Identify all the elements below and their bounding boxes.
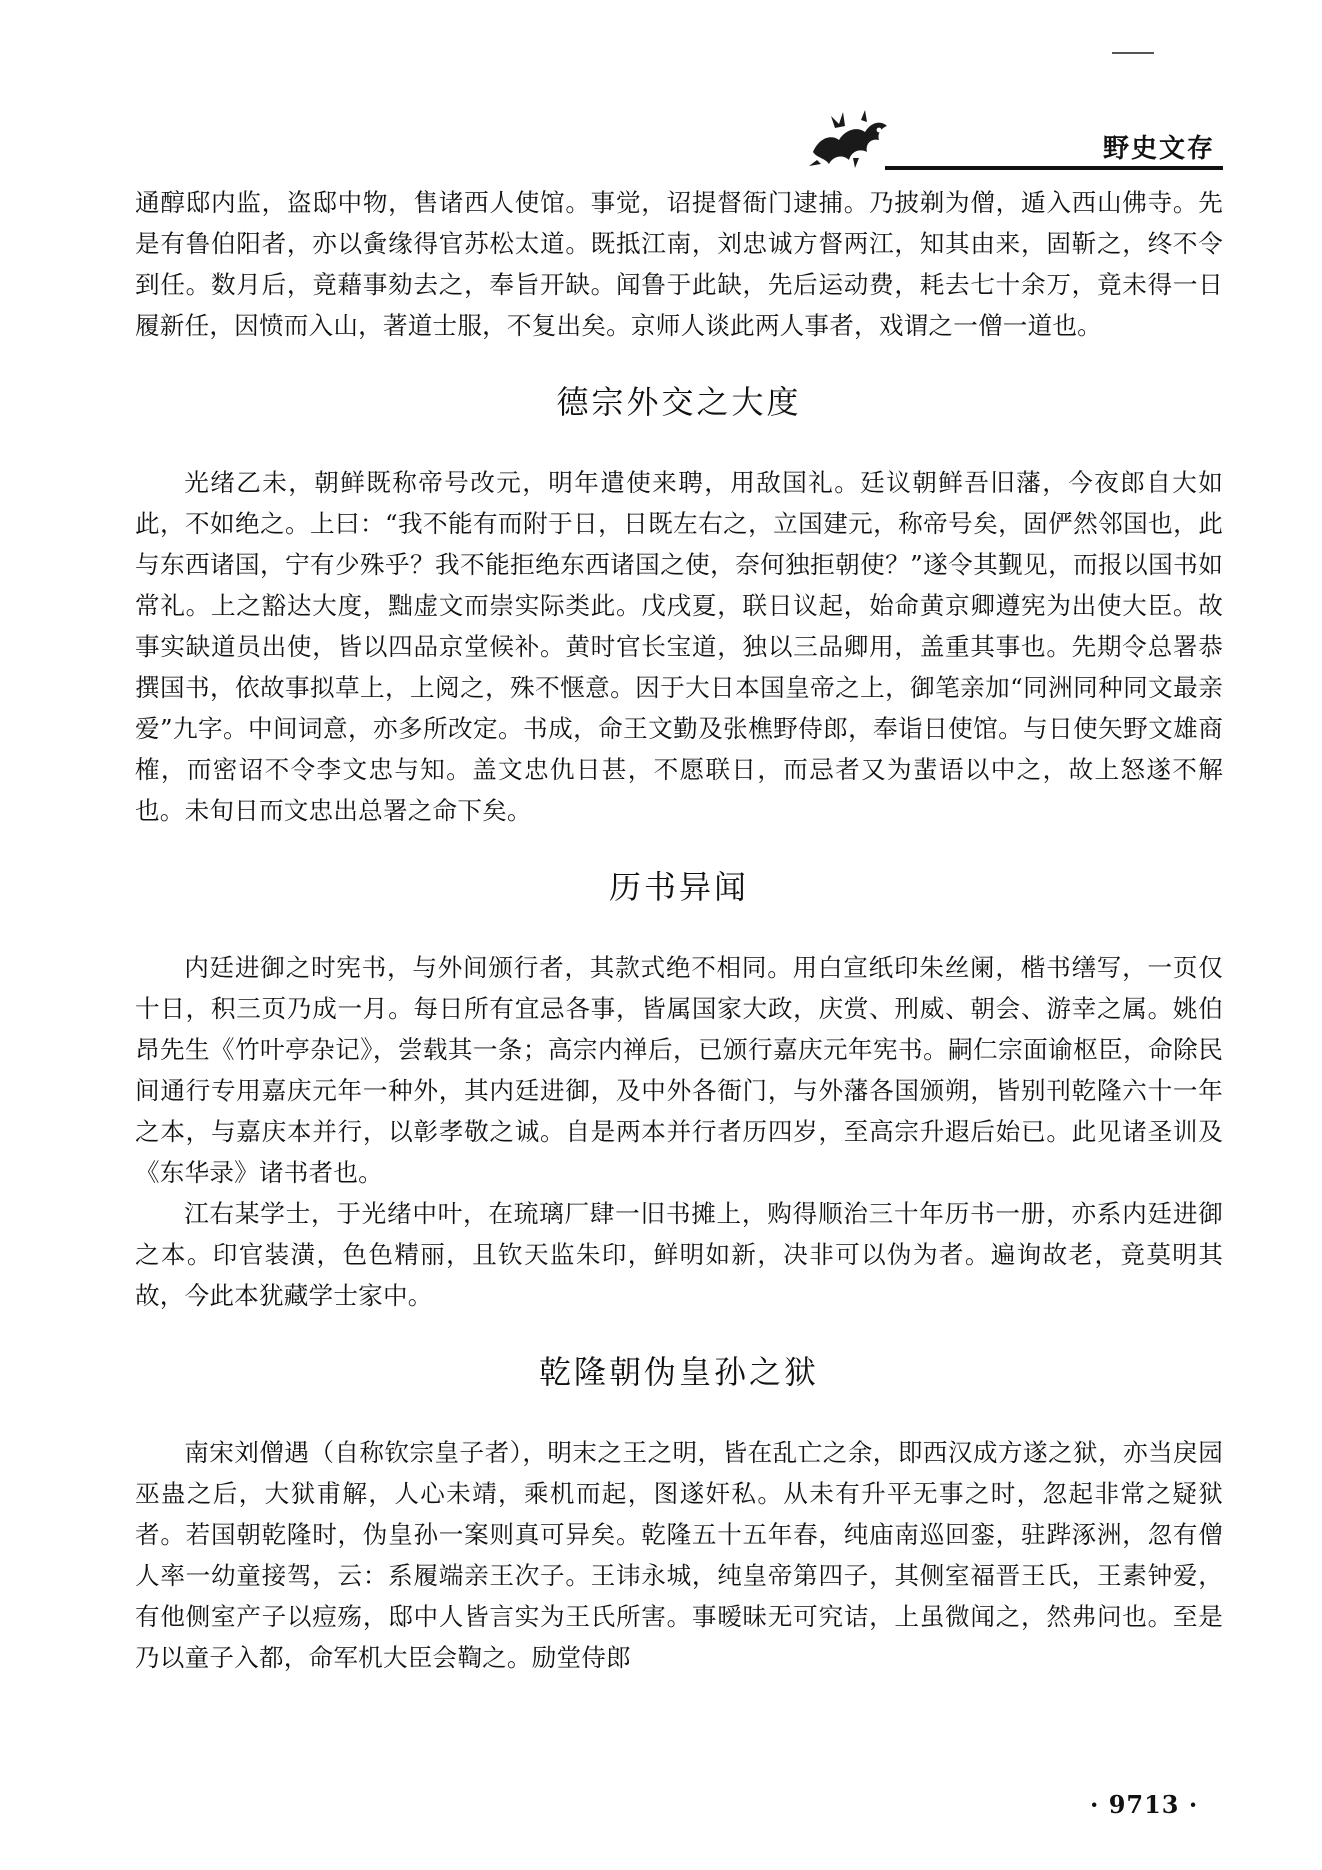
paragraph: 光绪乙未，朝鲜既称帝号改元，明年遣使来聘，用敌国礼。廷议朝鲜吾旧藩，今夜郎自大如此，不如绝之。上曰：“我不能有而附于日，日既左右之，立国建元，称帝号矣，固俨然邻国也，此与东西诸国，宁有少殊乎？我不能拒绝东西诸国之使，奈何独拒朝使？”遂令其觐见，而报以国书如常礼。上之豁达大度，黜虚文而崇实际类此。戊戌夏，联日议起，始命黄京卿遵宪为出使大臣。故事实缺道员出使，皆以四品京堂候补。黄时官长宝道，独以三品卿用，盖重其事也。先期令总署恭撰国书，依故事拟草上，上阅之，殊不惬意。因于大日本国皇帝之上，御笔亲加“同洲同种同文最亲爱”九字。中间词意，亦多所改定。书成，命王文勤及张樵野侍郎，奉诣日使馆。与日使矢野文雄商榷，而密诏不令李文忠与知。盖文忠仇日甚，不愿联日，而忌者又为蜚语以中之，故上怒遂不解也。未旬日而文忠出总署之命下矣。 [135,468,1223,825]
paragraph: 内廷进御之时宪书，与外间颁行者，其款式绝不相同。用白宣纸印朱丝阑，楷书缮写，一页仅十日，积三页乃成一月。每日所有宜忌各事，皆属国家大政，庆赏、刑威、朝会、游幸之属。姚伯昂先生《竹叶亭杂记》，尝载其一条；高宗内禅后，已颁行嘉庆元年宪书。嗣仁宗面谕枢臣，命除民间通行专用嘉庆元年一种外，其内廷进御，及中外各衙门，与外藩各国颁朔，皆别刊乾隆六十一年之本，与嘉庆本并行，以彰孝敬之诚。自是两本并行者历四岁，至高宗升遐后始已。此见诸圣训及《东华录》诸书者也。 [135,953,1223,1187]
article-heading: 历书异闻 [608,868,749,906]
paragraph: 南宋刘僧遇（自称钦宗皇子者），明末之王之明，皆在乱亡之余，即西汉成方遂之狱，亦当戾园巫蛊之后，大狱甫解，人心未靖，乘机而起，图遂奸私。从未有升平无事之时，忽起非常之疑狱者。若国朝乾隆时，伪皇孙一案则真可异矣。乾隆五十五年春，纯庙南巡回銮，驻跸涿洲，忽有僧人率一幼童接驾，云：系履端亲王次子。王讳永城，纯皇帝第四子，其侧室福晋王氏，王素钟爱，有他侧室产子以痘殇，邸中人皆言实为王氏所害。事暧昧无可究诘，上虽微闻之，然弗问也。至是乃以童子入都，命军机大臣会鞫之。励堂侍郎 [135,1438,1223,1672]
article-false-grandson-case [135,1332,1223,1678]
paragraph: 江右某学士，于光绪中叶，在琉璃厂肆一旧书摊上，购得顺治三十年历书一册，亦系内廷进御之本。印官装潢，色色精丽，且钦天监朱印，鲜明如新，决非可以伪为者。遍询故老，竟莫明其故，今此本犹藏学士家中。 [135,1199,1223,1310]
article-heading: 乾隆朝伪皇孙之狱 [538,1353,819,1391]
running-header [805,108,1223,170]
continued-passage [135,182,1223,346]
top-dash-mark [1112,52,1154,54]
article-dezong-diplomacy [135,362,1223,831]
dragon-emblem-icon [805,108,895,170]
paragraph: 通醇邸内监，盗邸中物，售诸西人使馆。事觉，诏提督衙门逮捕。乃披剃为僧，遁入西山佛寺。先是有鲁伯阳者，亦以夤缘得官苏松太道。既抵江南，刘忠诚方督两江，知其由来，固靳之，终不令到任。数月后，竟藉事劾去之，奉旨开缺。闻鲁于此缺，先后运动费，耗去七十余万，竟未得一日履新任，因愤而入山，著道士服，不复出矣。京师人谈此两人事者，戏谓之一僧一道也。 [135,188,1223,340]
header-rule [885,166,1223,170]
article-calendar-anecdote [135,847,1223,1316]
page-number: · 9713 · [1090,1790,1199,1819]
section-title: 野史文存 [1102,134,1215,164]
article-heading: 德宗外交之大度 [556,383,802,421]
text-body [135,182,1223,1678]
